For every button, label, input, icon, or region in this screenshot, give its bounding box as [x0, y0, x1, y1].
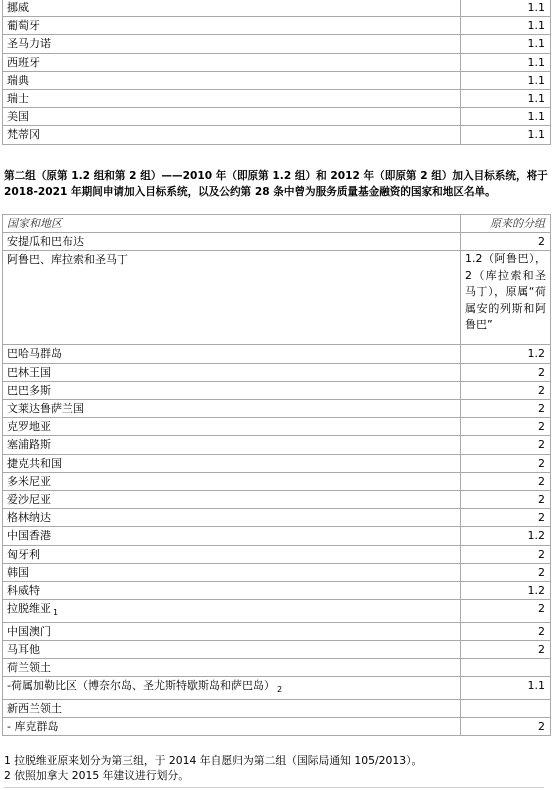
original-group-cell: 1.1: [461, 71, 551, 89]
country-cell: [3, 108, 461, 126]
country-cell: [3, 454, 461, 472]
original-group-cell: 2: [461, 491, 551, 509]
country-cell: [3, 436, 461, 454]
country-name: 美国: [7, 110, 29, 124]
original-group-cell: 2: [461, 381, 551, 399]
country-name: 塞浦路斯: [7, 438, 51, 452]
original-group-cell: 2: [461, 600, 551, 622]
table-row: [3, 233, 551, 251]
footnote-marker: 2: [276, 685, 283, 695]
original-group-cell: 2: [461, 436, 551, 454]
country-cell: [3, 71, 461, 89]
table-row: [3, 659, 551, 677]
original-group-cell: 1.2: [461, 345, 551, 363]
header-original-group: 原来的分组: [461, 215, 551, 233]
header-country: 国家和地区: [3, 215, 461, 233]
country-cell: [3, 527, 461, 545]
table-row: [3, 600, 551, 622]
original-group-cell: 1.2: [461, 527, 551, 545]
original-group-cell: 1.1: [461, 53, 551, 71]
original-group-cell: 2: [461, 509, 551, 527]
original-group-cell: 1.1: [461, 0, 551, 17]
country-cell: [3, 491, 461, 509]
table-row: [3, 677, 551, 699]
country-name: 格林纳达: [7, 511, 51, 525]
country-cell: [3, 233, 461, 251]
country-cell: [3, 126, 461, 144]
original-group-cell: 1.1: [461, 108, 551, 126]
country-name: 新西兰领土: [7, 701, 62, 715]
country-name: 安提瓜和巴布达: [7, 235, 84, 249]
table-row: [3, 35, 551, 53]
footnotes: [4, 753, 552, 783]
original-group-cell: 2: [461, 545, 551, 563]
country-name: 挪威: [7, 1, 29, 14]
country-name: 瑞典: [7, 73, 29, 87]
country-cell: [3, 659, 461, 677]
country-cell: [3, 509, 461, 527]
table-row: [3, 527, 551, 545]
footnote-1: 1 拉脱维亚原来划分为第三组，于 2014 年自愿归为第二组（国际局通知 105/2013）。: [4, 754, 423, 767]
country-cell: [3, 545, 461, 563]
country-name: 爱沙尼亚: [7, 493, 51, 507]
country-cell: [3, 677, 461, 699]
original-group-cell: 1.1: [461, 90, 551, 108]
group-two-table: [2, 214, 551, 736]
country-cell: [3, 699, 461, 717]
country-name: 科威特: [7, 584, 40, 598]
country-cell: [3, 640, 461, 658]
table-row: [3, 563, 551, 581]
table-row: [3, 491, 551, 509]
country-name: 梵蒂冈: [7, 128, 40, 142]
group-one-table-tail: [2, 0, 551, 145]
table-row: [3, 381, 551, 399]
original-group-cell: 1.1: [461, 17, 551, 35]
country-name: 圣马力诺: [7, 37, 51, 51]
original-group-cell: 2: [461, 454, 551, 472]
country-cell: [3, 600, 461, 622]
table-row: [3, 17, 551, 35]
table-row: [3, 717, 551, 735]
table-row: [3, 108, 551, 126]
country-cell: [3, 251, 461, 345]
original-group-cell: 2: [461, 233, 551, 251]
table-row: [3, 71, 551, 89]
country-name: 克罗地亚: [7, 420, 51, 434]
original-group-cell: [461, 699, 551, 717]
country-cell: [3, 418, 461, 436]
original-group-cell: 2: [461, 717, 551, 735]
table-row: [3, 345, 551, 363]
country-cell: [3, 400, 461, 418]
table-row: [3, 454, 551, 472]
country-cell: [3, 717, 461, 735]
original-group-cell: [461, 659, 551, 677]
country-name: 中国香港: [7, 529, 51, 543]
group-one-rows: [3, 0, 551, 144]
table-row: [3, 0, 551, 17]
original-group-cell: 1.1: [461, 126, 551, 144]
country-cell: [3, 472, 461, 490]
country-cell: [3, 381, 461, 399]
table-row: [3, 582, 551, 600]
group-two-heading: 第二组（原第 1.2 组和第 2 组）——2010 年（即原第 1.2 组）和 2012 年（即原第 2 组）加入目标系统，将于 2018-2021 年期间申请加入目标系统，以及公约第 28 条中曾为服务质量基金融资的国家和地区名单。: [4, 170, 548, 198]
country-cell: [3, 563, 461, 581]
table-row: [3, 53, 551, 71]
country-name: 荷兰领土: [7, 661, 51, 675]
country-name: 中国澳门: [7, 624, 51, 638]
table-row: [3, 545, 551, 563]
original-group-cell: 2: [461, 418, 551, 436]
country-cell: [3, 622, 461, 640]
original-group-cell: 1.1: [461, 677, 551, 699]
country-name: 西班牙: [7, 55, 40, 69]
original-group-cell: 2: [461, 622, 551, 640]
original-group-cell: 2: [461, 400, 551, 418]
table-header-row: [3, 215, 551, 233]
table-row: [3, 509, 551, 527]
country-cell: [3, 17, 461, 35]
country-name: 韩国: [7, 565, 29, 579]
table-row: [3, 622, 551, 640]
country-cell: [3, 90, 461, 108]
country-cell: [3, 35, 461, 53]
country-cell: [3, 53, 461, 71]
country-name: -荷属加勒比区（博奈尔岛、圣尤斯特歇斯岛和萨巴岛）: [7, 679, 275, 693]
original-group-cell: 1.2（阿鲁巴），2（库拉索和圣马丁），原属“荷属安的列斯和阿鲁巴”: [461, 251, 551, 345]
country-name: 马耳他: [7, 642, 40, 656]
table-row: [3, 418, 551, 436]
group-two-rows: [3, 215, 551, 736]
table-row: [3, 436, 551, 454]
table-row: [3, 699, 551, 717]
table-row: [3, 640, 551, 658]
country-name: 巴哈马群岛: [7, 347, 62, 361]
country-name: 拉脱维亚: [7, 602, 51, 616]
country-cell: [3, 363, 461, 381]
country-cell: [3, 345, 461, 363]
original-group-cell: 1.1: [461, 35, 551, 53]
country-name: 多米尼亚: [7, 474, 51, 488]
country-name: 阿鲁巴、库拉索和圣马丁: [7, 253, 128, 267]
country-name: 捷克共和国: [7, 456, 62, 470]
country-name: - 库克群岛: [7, 719, 59, 733]
table-row: [3, 90, 551, 108]
original-group-cell: 2: [461, 640, 551, 658]
country-cell: [3, 582, 461, 600]
table-row: [3, 251, 551, 345]
page-bottom-rule: [4, 787, 544, 788]
country-cell: [3, 0, 461, 17]
footnote-2: 2 依照加拿大 2015 年建议进行划分。: [4, 769, 190, 782]
original-group-cell: 2: [461, 472, 551, 490]
footnote-marker: 1: [53, 608, 59, 618]
country-name: 匈牙利: [7, 547, 40, 561]
table-row: [3, 472, 551, 490]
country-name: 文莱达鲁萨兰国: [7, 402, 84, 416]
original-group-cell: 1.2: [461, 582, 551, 600]
country-name: 巴林王国: [7, 365, 51, 379]
country-name: 瑞士: [7, 92, 29, 106]
original-group-cell: 2: [461, 563, 551, 581]
original-group-cell: 2: [461, 363, 551, 381]
table-row: [3, 400, 551, 418]
table-row: [3, 126, 551, 144]
country-name: 巴巴多斯: [7, 383, 51, 397]
table-row: [3, 363, 551, 381]
country-name: 葡萄牙: [7, 19, 40, 33]
